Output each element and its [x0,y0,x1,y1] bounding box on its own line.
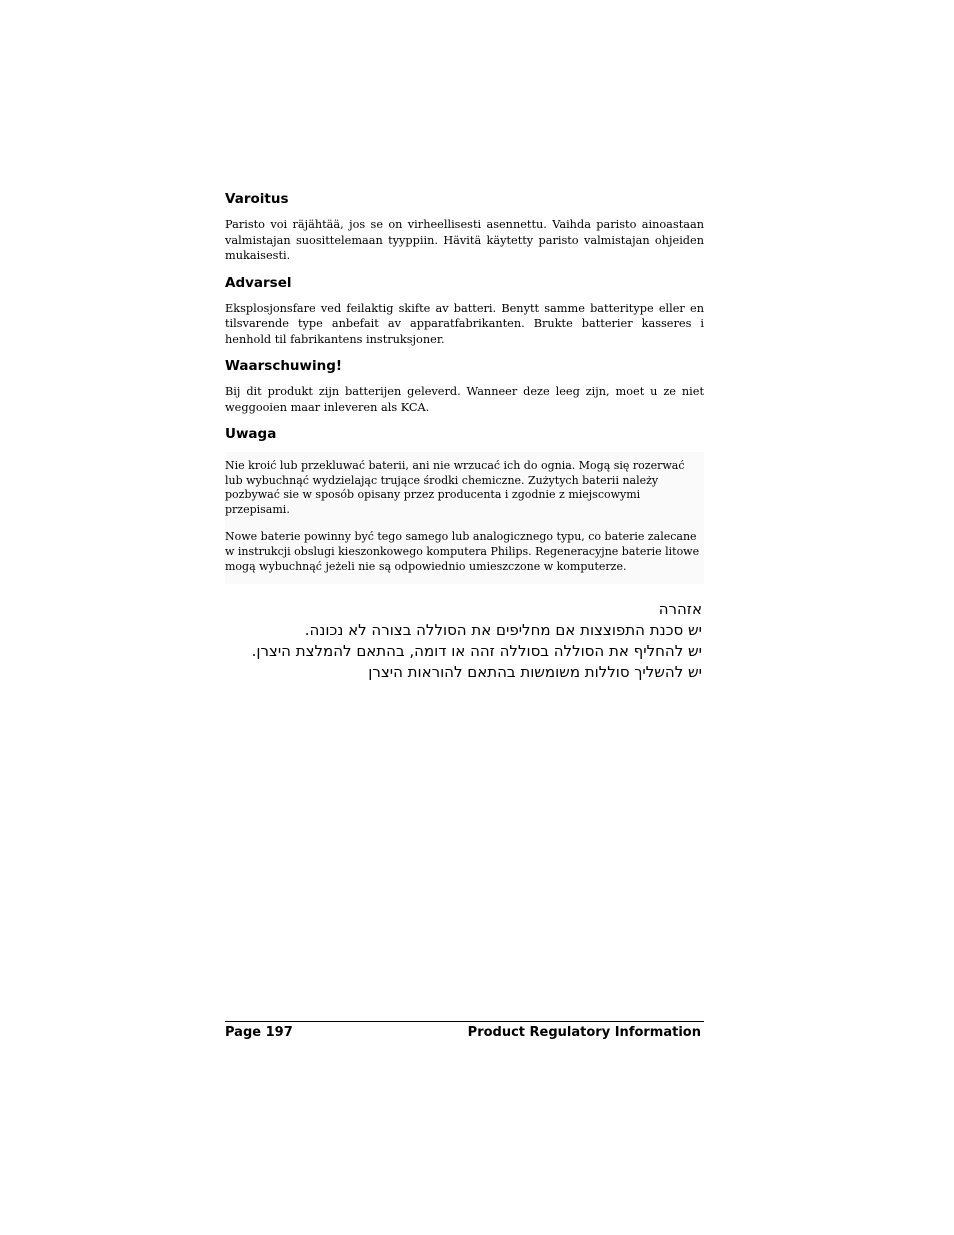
section-paragraph: Paristo voi räjähtää, jos se on virheellisesti asennettu. Vaihda paristo ainoastaan valmistajan suosittelemaan tyyppiin. Hävitä käytetty paristo valmistajan ohjeiden mukaisesti. [225,218,704,262]
hebrew-line: יש להשליך סוללות משומשות בהתאם להוראות היצרן [368,663,702,682]
page-footer [225,1021,704,1040]
section-norwegian [225,274,704,348]
section-heading: Waarschuwing! [225,358,343,374]
section-heading: Uwaga [225,426,277,442]
section-heading: Advarsel [225,274,292,291]
section-dutch [225,357,704,415]
hebrew-line: יש סכנת התפוצצות אם מחליפים את הסוללה בצורה לא נכונה. [304,621,702,640]
footer-title: Product Regulatory Information [467,1025,701,1040]
hebrew-heading: אזהרה [658,600,702,619]
hebrew-warning [225,599,704,683]
section-finnish [225,190,704,264]
hebrew-line: יש להחליף את הסוללה בסוללה זהה או דומה, בהתאם להמלצת היצרן. [251,642,702,661]
section-polish [225,425,704,584]
section-paragraph: Bij dit produkt zijn batterijen geleverd. Wanneer deze leeg zijn, moet u ze niet weggooien maar inleveren als KCA. [225,385,704,414]
section-paragraph: Nowe baterie powinny być tego samego lub analogicznego typu, co baterie zalecane w instrukcji obslugi kieszonkowego komputera Philips. Regeneracyjne baterie litowe mogą wybuchnąć jeżeli nie są odpowiednio umieszczone w komputerze. [225,530,700,573]
page-content [225,190,704,683]
section-paragraph: Eksplosjonsfare ved feilaktig skifte av batteri. Benytt samme batteritype eller en tilsvarende type anbefait av apparatfabrikanten. Brukte batterier kasseres i henhold til fabrikantens instruksjoner. [225,301,704,346]
section-paragraph: Nie kroić lub przekluwać baterii, ani nie wrzucać ich do ognia. Mogą się rozerwać lub wybuchnąć wydzielając trujące środki chemiczne. Zużytych baterii należy pozbywać sie w sposób opisany przez producenta i zgodnie z miejscowymi przepisami. [225,459,685,516]
polish-text-box [225,452,704,584]
page-number: Page 197 [225,1025,293,1040]
section-heading: Varoitus [225,191,289,207]
